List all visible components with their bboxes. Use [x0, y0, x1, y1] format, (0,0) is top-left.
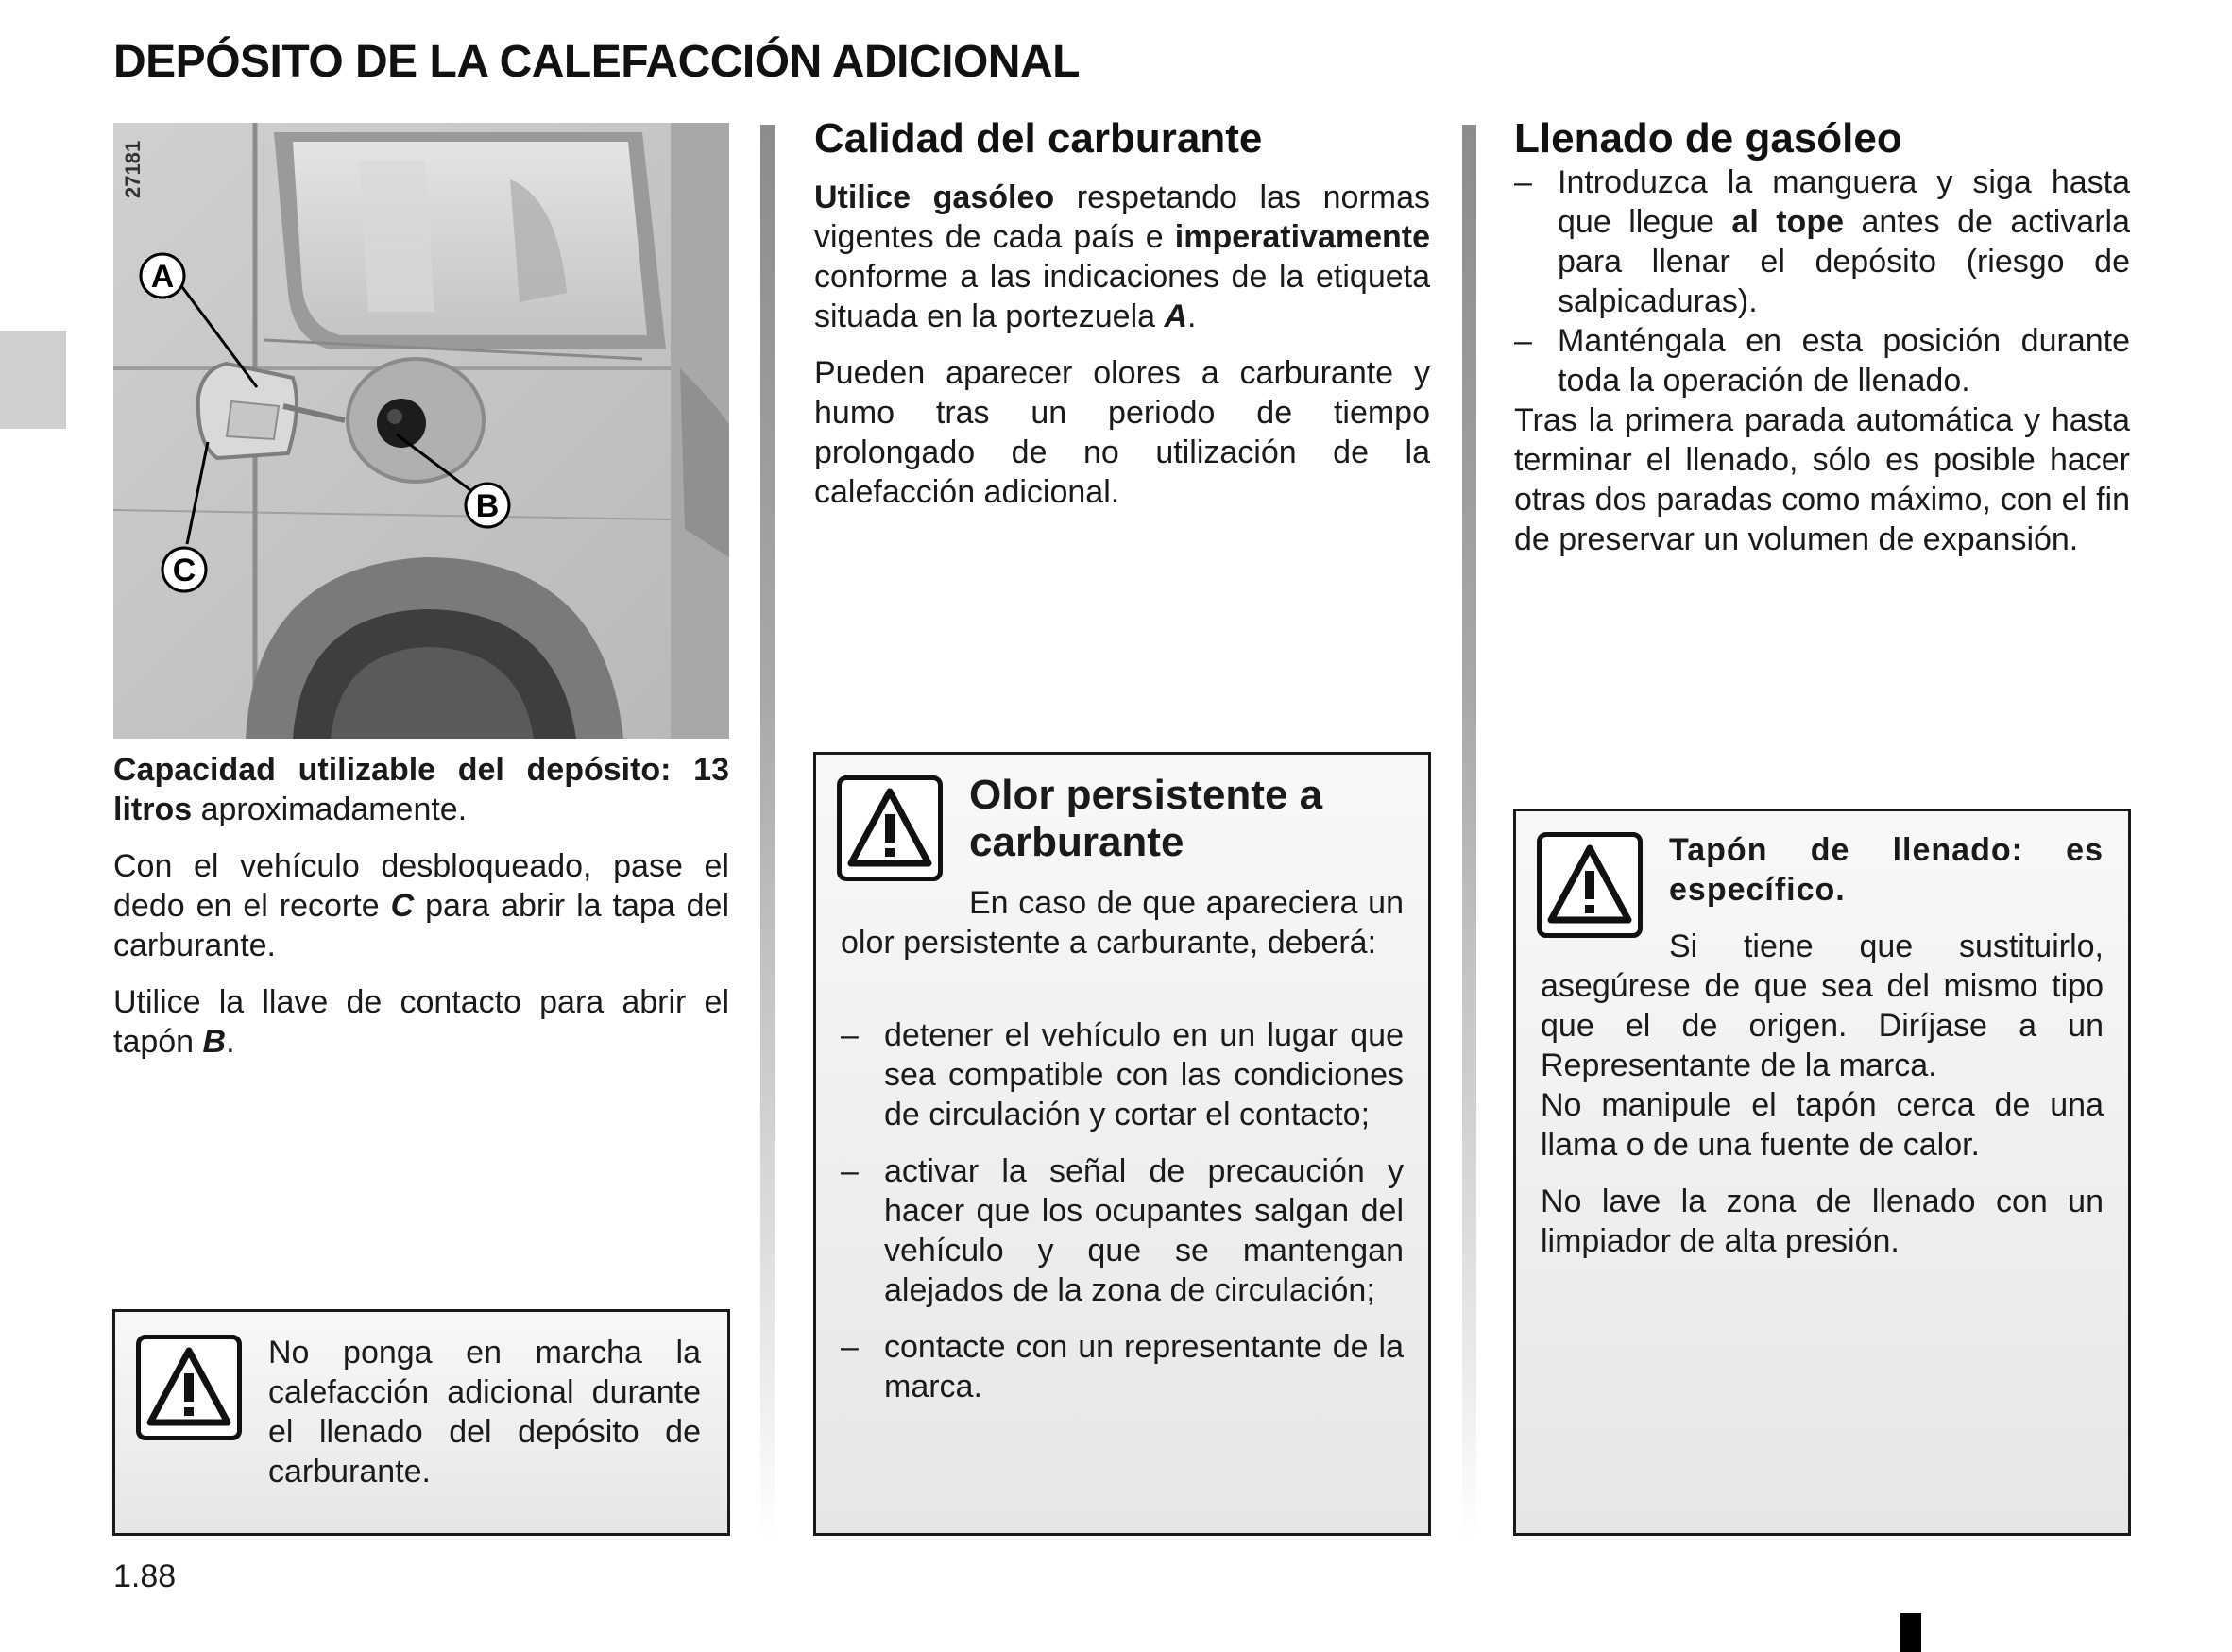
ref-c: C — [390, 888, 415, 924]
column-1-text — [113, 750, 729, 1079]
open-cap-text-b: . — [226, 1024, 235, 1060]
page-corner-mark — [1900, 1613, 1921, 1652]
warning-box-cap — [1513, 809, 2131, 1536]
dash-bullet: – — [841, 1017, 859, 1053]
fuel-quality-paragraph — [814, 178, 1430, 336]
dash-bullet: – — [1514, 323, 1532, 359]
column-divider-1 — [760, 125, 775, 1541]
list-item — [1514, 321, 2130, 400]
odour-warning-title: Olor persistente a carburante — [969, 772, 1323, 865]
step-1-text-b: antes de activarla para llenar el depósito (riesgo de salpicaduras). — [1558, 204, 2130, 319]
step-2-text: Manténgala en esta posición durante toda la operación de llenado. — [1558, 323, 2130, 399]
open-flap-text-a: Con el vehículo desbloqueado, pase el dedo en el recorte — [113, 848, 729, 924]
open-flap-text-b: para abrir la tapa del carburante. — [113, 888, 729, 963]
open-cap-text-a: Utilice la llave de contacto para abrir el tapón — [113, 984, 729, 1060]
cap-flame-paragraph: No manipule el tapón cerca de una llama o de una fuente de calor. — [1541, 1087, 2104, 1163]
use-diesel-bold: Utilice gasóleo — [814, 179, 1055, 215]
capacity-paragraph — [113, 750, 729, 829]
filling-steps-list — [1514, 162, 2130, 400]
callout-c-label: C — [172, 553, 196, 588]
warning-box-odour — [813, 752, 1431, 1536]
warning-triangle-icon — [1537, 832, 1643, 938]
list-item — [841, 1151, 1404, 1310]
column-divider-2 — [1462, 125, 1476, 1541]
dash-bullet: – — [841, 1329, 859, 1365]
cap-warning-body — [1541, 927, 2104, 1278]
odour-warning-list — [841, 1015, 1404, 1406]
fuel-filler-illustration — [113, 123, 729, 739]
ref-a: A — [1164, 298, 1188, 334]
section-tab-marker — [0, 331, 66, 429]
column-3 — [1514, 115, 2130, 576]
warning-triangle-icon — [837, 775, 943, 881]
page-title: DEPÓSITO DE LA CALEFACCIÓN ADICIONAL — [113, 37, 1080, 87]
capacity-rest: aproximadamente. — [192, 792, 468, 827]
list-item-text: activar la señal de precaución y hacer que los ocupantes salgan del vehículo y que se mantengan alejados de la zona de circulación; — [884, 1153, 1404, 1308]
callout-b-label: B — [475, 488, 500, 524]
filling-heading: Llenado de gasóleo — [1514, 115, 1902, 162]
fuel-quality-text-1: respetando las normas vigentes de cada país e — [814, 179, 1430, 255]
odour-paragraph: Pueden aparecer olores a carburante y humo tras un periodo de tiempo prolongado de no utilización de la calefacción adicional. — [814, 355, 1430, 510]
callout-a-label: A — [150, 259, 175, 295]
open-cap-paragraph — [113, 982, 729, 1062]
warning-box-heater — [112, 1309, 730, 1536]
dash-bullet: – — [841, 1153, 859, 1189]
cap-replace-paragraph: Si tiene que sustituirlo, asegúrese de que sea del mismo tipo que el de origen. Diríjase a un Representante de la marca. — [1541, 928, 2104, 1083]
open-flap-paragraph — [113, 846, 729, 965]
fuel-quality-text-3: . — [1187, 298, 1197, 334]
fuel-quality-text-2: conforme a las indicaciones de la etiqueta situada en la portezuela — [814, 259, 1430, 334]
capacity-bold: Capacidad utilizable del depósito: 13 litros — [113, 752, 729, 827]
ref-b: B — [202, 1024, 227, 1060]
to-the-stop-bold: al tope — [1731, 204, 1844, 240]
step-1-text-a: Introduzca la manguera y siga hasta que llegue — [1558, 164, 2130, 240]
list-item — [841, 1015, 1404, 1134]
column-2 — [814, 115, 1430, 529]
odour-warning-intro: En caso de que apareciera un olor persistente a carburante, deberá: — [841, 885, 1404, 961]
warning-triangle-icon — [136, 1335, 242, 1440]
list-item-text: contacte con un representante de la marca. — [884, 1329, 1404, 1405]
cap-pressure-paragraph: No lave la zona de llenado con un limpiador de alta presión. — [1541, 1184, 2104, 1259]
list-item — [1514, 162, 2130, 321]
imperatively-bold: imperativamente — [1174, 219, 1430, 255]
figure-ref-number: 27181 — [121, 140, 145, 198]
list-item-text: detener el vehículo en un lugar que sea compatible con las condiciones de circulación y cortar el contacto; — [884, 1017, 1404, 1133]
page-number: 1.88 — [113, 1558, 177, 1594]
cap-warning-title: Tapón de llenado: es específico. — [1669, 832, 2104, 908]
automatic-stop-paragraph: Tras la primera parada automática y hasta terminar el llenado, sólo es posible hacer otras dos paradas como máximo, con el fin de preservar un volumen de expansión. — [1514, 402, 2130, 557]
fuel-quality-heading: Calidad del carburante — [814, 115, 1263, 162]
dash-bullet: – — [1514, 164, 1532, 200]
list-item — [841, 1327, 1404, 1406]
warning-heater-text: No ponga en marcha la calefacción adicional durante el llenado del depósito de carburante. — [268, 1335, 701, 1490]
